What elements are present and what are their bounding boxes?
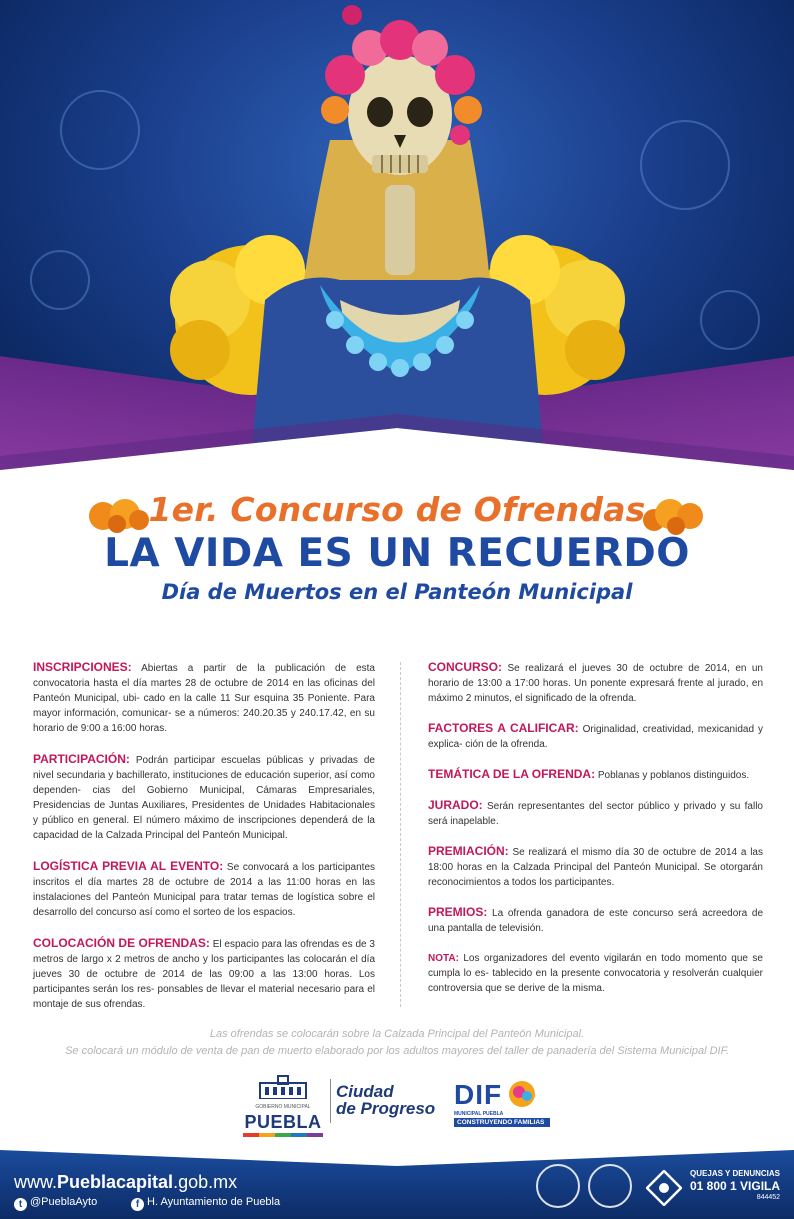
section-label: LOGÍSTICA PREVIA AL EVENTO:	[33, 859, 224, 873]
section-text: en la Calzada Principal del Panteón Municipal. Se otorgarán reconocimientos a todos	[428, 862, 763, 888]
section-label: PREMIOS:	[428, 905, 488, 919]
city-hall-icon	[256, 1075, 310, 1099]
website-bold: Pueblacapital	[57, 1172, 174, 1192]
website-prefix: www.	[14, 1172, 58, 1192]
section-text: octubre de 2014 de las 09:00 a las 13:00 horas. Los participantes serán los res-	[33, 969, 375, 995]
section-tematica	[428, 767, 763, 783]
quejas-title: QUEJAS Y DENUNCIAS	[690, 1169, 780, 1178]
section-label: INSCRIPCIONES:	[33, 660, 132, 674]
heritage-seal-icon	[588, 1164, 632, 1208]
foot-notes	[0, 1026, 794, 1060]
section-text: Podrán participar escuelas públicas y privadas de nivel	[33, 755, 375, 781]
section-text: Se realizará el mismo día 30 de octubre de 2014 a las 18:00 horas	[428, 847, 763, 873]
section-text: Serán representantes del sector público y privado y su fallo será inapelable.	[428, 801, 763, 827]
hero-banner	[0, 0, 794, 470]
puebla-color-bar	[243, 1133, 323, 1137]
section-premiacion	[428, 844, 763, 890]
twitter-handle[interactable]	[14, 1196, 97, 1211]
section-inscripciones	[33, 660, 375, 736]
section-text: La ofrenda ganadora de este concurso será acreedora de una pantalla	[428, 908, 763, 934]
facebook-icon: f	[131, 1198, 144, 1211]
quejas-phone: 01 800 1 VIGILA	[690, 1179, 781, 1193]
dif-logo-sub: MUNICIPAL PUEBLA	[454, 1111, 504, 1117]
municipal-seal-icon	[536, 1164, 580, 1208]
dif-logo-bar: CONSTRUYENDO FAMILIAS	[454, 1118, 550, 1127]
section-premios	[428, 905, 763, 936]
section-label: JURADO:	[428, 798, 483, 812]
title-block	[0, 490, 794, 604]
section-text: de largo x 2 metros de ancho y los participantes las colocarán el día jueves 30 de	[33, 954, 376, 980]
right-column	[428, 660, 763, 1011]
section-label: COLOCACIÓN DE OFRENDAS:	[33, 936, 210, 950]
hero-bottom-wave	[0, 408, 794, 470]
section-text: Se convocará a los participantes inscritos	[33, 862, 376, 888]
ciudad-de-progreso-logo	[336, 1083, 435, 1117]
section-text: Poblanas y poblanos distinguidos.	[597, 770, 750, 781]
subtitle: Día de Muertos en el Panteón Municipal	[161, 580, 633, 604]
sponsor-logos	[0, 1075, 794, 1135]
section-label: TEMÁTICA DE LA OFRENDA:	[428, 767, 596, 781]
section-text: Se realizará el jueves 30 de octubre de 2014, en un horario de	[428, 663, 763, 689]
puebla-government-logo	[243, 1075, 323, 1132]
twitter-text: @PueblaAyto	[30, 1196, 98, 1208]
contest-title: 1er. Concurso de Ofrendas	[148, 490, 646, 529]
ciudad-line1: Ciudad	[336, 1082, 394, 1101]
facebook-text: H. Ayuntamiento de Puebla	[147, 1196, 281, 1208]
section-text: ponsables de llevar el material necesario para el montaje de sus ofrendas.	[33, 984, 375, 1010]
puebla-logo-caption: GOBIERNO MUNICIPAL	[255, 1104, 311, 1110]
family-icon	[507, 1080, 537, 1108]
website-link[interactable]	[14, 1172, 237, 1193]
dif-logo-word: DIF	[454, 1079, 503, 1110]
section-text: el significado de la ofrenda.	[514, 693, 637, 704]
logo-separator	[330, 1079, 331, 1123]
facebook-page[interactable]	[131, 1196, 280, 1211]
section-label: FACTORES A CALIFICAR:	[428, 721, 579, 735]
section-text: el día martes 28 de octubre de 2014 en las oficinas del Panteón Municipal, ubi-	[33, 678, 375, 704]
section-text: Los organizadores del evento vigilarán en todo momento que se cumpla lo es-	[428, 953, 763, 979]
section-text: Abiertas a partir de la publicación de esta convocatoria hasta	[33, 663, 375, 689]
twitter-icon: t	[14, 1198, 27, 1211]
section-text: derive de la misma.	[518, 983, 605, 994]
section-text: cias del Gobierno Municipal, Cámaras Empresariales, Presidencias de Juntas	[33, 785, 375, 811]
section-jurado	[428, 798, 763, 829]
section-text: Originalidad, creatividad, mexicanidad y explica-	[428, 724, 764, 750]
section-colocacion	[33, 936, 375, 1012]
website-suffix: .gob.mx	[173, 1172, 238, 1192]
section-text: número máximo de inscripciones dependerá de la capacidad de la Calzada Principal	[33, 815, 375, 841]
section-label: PARTICIPACIÓN:	[33, 752, 130, 766]
column-divider	[400, 662, 401, 1007]
section-label: NOTA:	[428, 953, 459, 964]
section-logistica	[33, 859, 375, 920]
section-text: cado en la calle 11 Sur esquina 35 Poniente. Para mayor información, comunicar-	[33, 693, 375, 719]
footer-top-wave	[0, 1140, 794, 1170]
section-text: ción de la ofrenda.	[465, 739, 548, 750]
section-text: de televisión.	[485, 923, 544, 934]
section-text: El espacio para las ofrendas es de 3 metros	[33, 939, 375, 965]
section-text: secundaria y bachillerato, instituciones de educación superior, así como dependen-	[33, 770, 375, 796]
section-text: sorteo de los espacios.	[193, 907, 296, 918]
vigila-diamond-icon	[646, 1170, 682, 1206]
catrina-skeleton-illustration	[0, 0, 794, 470]
left-column	[33, 660, 375, 1028]
puebla-logo-word: PUEBLA	[244, 1112, 322, 1132]
section-factores	[428, 721, 763, 752]
main-headline: LA VIDA ES UN RECUERDO	[104, 531, 690, 576]
dif-logo	[454, 1079, 554, 1127]
section-participacion	[33, 752, 375, 843]
complaints-hotline	[690, 1168, 780, 1204]
section-text: el día martes 28 de octubre de 2014 a las 11:00 horas en las instalaciones del Panteón	[33, 877, 375, 903]
section-text: Municipal para tratar temas de logística sobre el desarrollo del concurso así como el	[33, 892, 375, 918]
section-concurso	[428, 660, 763, 706]
section-text: Auxiliares, Presidentes de Unidades Habitacionales y público en general. El	[33, 800, 375, 826]
quejas-number: 844452	[756, 1194, 781, 1201]
section-text: los participantes.	[539, 877, 615, 888]
section-text: 13:00 a 17:00 horas. Un ponente expresará frente al jurado, en máximo 2 minutos,	[428, 678, 764, 704]
section-nota	[428, 951, 763, 996]
section-label: PREMIACIÓN:	[428, 844, 509, 858]
ciudad-line2: de Progreso	[336, 1099, 436, 1118]
section-text: tablecido en la presente convocatoria y resolverán cualquier controversia que se	[428, 968, 764, 994]
section-label: CONCURSO:	[428, 660, 502, 674]
section-text: se a números: 240.20.35 y 240.17.42, en su horario de 9:00 a 16:00 horas.	[33, 708, 375, 734]
section-text: del Panteón Municipal.	[186, 830, 288, 841]
foot-note-line: Las ofrendas se colocarán sobre la Calzada Principal del Panteón Municipal.	[209, 1028, 585, 1040]
foot-note-line: Se colocará un módulo de venta de pan de muerto elaborado por los adultos mayores del taller de panadería del Sistema Municipal DIF.	[65, 1045, 729, 1057]
